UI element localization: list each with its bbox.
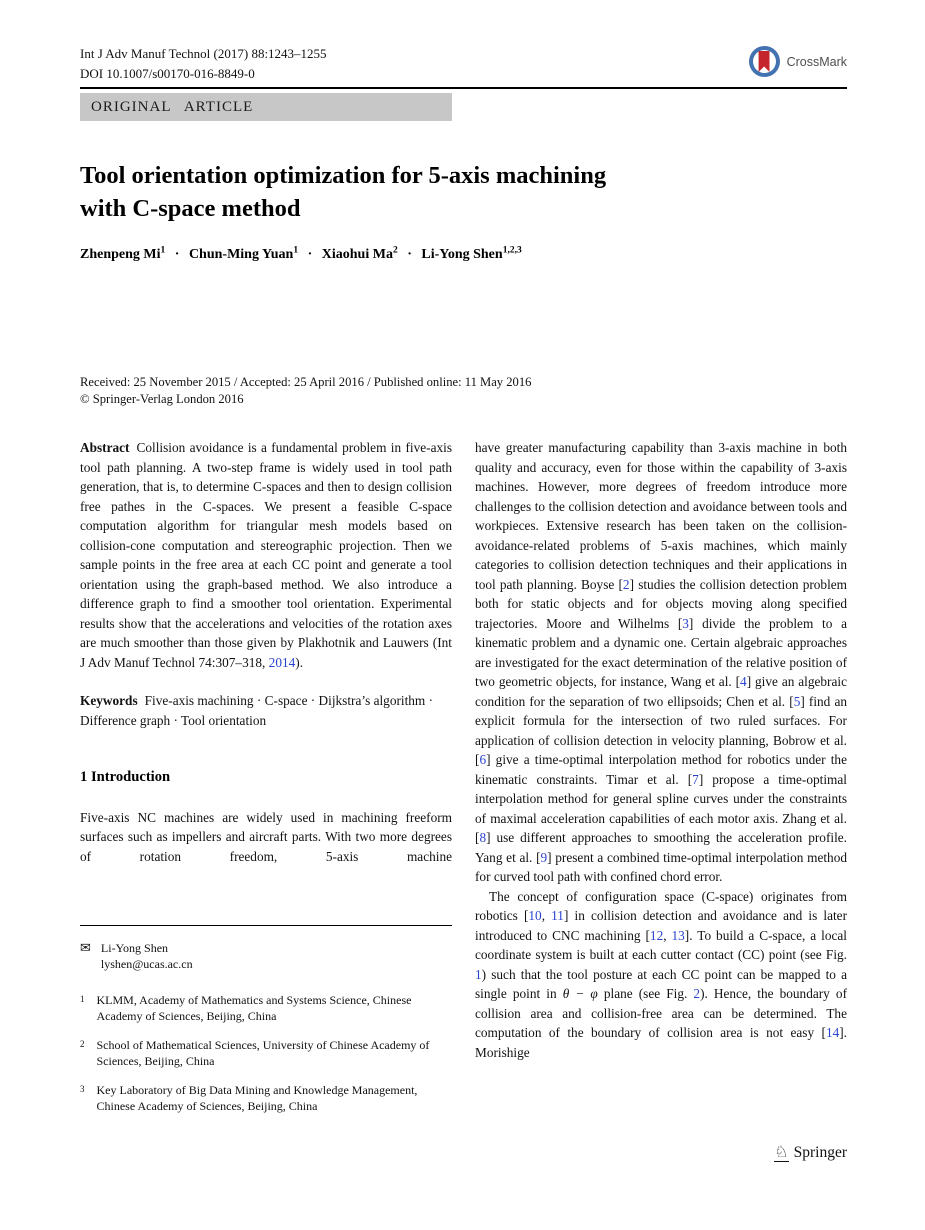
article-type-band: [80, 93, 452, 121]
body-columns: [80, 438, 847, 1114]
crossmark-badge[interactable]: [749, 46, 847, 77]
doi: DOI 10.1007/s00170-016-8849-0: [80, 66, 255, 81]
springer-horse-icon: ♘: [774, 1144, 789, 1161]
footnote-rule: [80, 925, 452, 927]
citation-link[interactable]: 1: [475, 966, 482, 982]
author-list: [80, 247, 522, 263]
affiliation-2: [80, 1037, 452, 1069]
affiliation-3-number: 3: [80, 1084, 85, 1094]
page-header: [80, 44, 847, 84]
springer-logo: [774, 1144, 847, 1162]
affiliation-3-text: Key Laboratory of Big Data Mining and Knowledge Management, Chinese Academy of Sciences, Beijing, China: [96, 1083, 418, 1113]
article-type-label: ORIGINAL ARTICLE: [91, 98, 254, 115]
crossmark-icon: [749, 46, 780, 77]
publication-dates: [80, 374, 531, 408]
affiliation-1-text: KLMM, Academy of Mathematics and Systems Science, Chinese Academy of Sciences, Beijing, China: [96, 993, 412, 1023]
author-separator: ·: [407, 247, 412, 262]
affiliation-1: [80, 992, 452, 1024]
right-column: [475, 438, 847, 1114]
correspondence-email: lyshen@ucas.ac.cn: [100, 957, 193, 971]
abstract-paragraph: Abstract Collision avoidance is a fundamental problem in five-axis tool path planning. A two-step frame is widely used in tool path generation, that is, to determine C-spaces and then to design collision free pathes in the C-spaces. We present a feasible C-space computation algorithm for triangular mesh models based on collision-cone computation and stereographic projection. Then we sample points in the free area at each CC point and generate a tool orientation using the graph-based method. We also introduce a difference graph to find a smoother tool orientation. Experimental results show that the accelerations and velocities of the rotation axes are much smoother than those given by Plakhotnik and Lauwers (Int J Adv Manuf Technol 74:307–318, 2014).: [80, 440, 452, 670]
author-1-affil-sup: 1: [160, 245, 166, 256]
citation-link[interactable]: 4: [740, 674, 747, 689]
citation-link[interactable]: 5: [793, 693, 801, 709]
page-title: [80, 160, 606, 225]
intro-paragraph: Five-axis NC machines are widely used in machining freeform surfaces such as impellers and aircraft parts. With two more degrees of rotation freedom, 5-axis machine: [80, 809, 452, 864]
left-column: [80, 438, 452, 1114]
citation-link[interactable]: 2014: [268, 654, 296, 670]
body-paragraph-1: have greater manufacturing capability than 3-axis machine in both quality and accuracy, even for those within the capability of 3-axis machines. However, more degrees of freedom introduce more challenges to the collision detection and avoidance between tools and workpieces. Extensive research has been taken on the collision-avoidance-related problems of 5-axis machines, which mainly categories to collision detection techniques and their applications in tool path planning. Boyse [2] studies the collision detection problem both for static objects and for objects moving along specified trajectories. Moore and Wilhelms [3] divide the problem to a kinematic problem and a dynamic one. Certain algebraic approaches are investigated for the exact determination of the relative position of two geometric objects, for instance, Wang et al. [4] give an algebraic condition for the separation of two ellipsoids; Chen et al. [5] find an explicit formula for the intersection of two ruled surfaces. For application of collision detection in velocity planning, Bobrow et al. [6] give a time-optimal interpolation method for robotics under the kinematic constraints. Timar et al. [7] propose a time-optimal interpolation method for general spline curves under the constraints of maximal acceleration capabilities of each motor axis. Zhang et al. [8] use different approaches to smoothing the acceleration profile. Yang et al. [9] present a combined time-optimal interpolation method for curved tool path with confined chord error.: [475, 440, 848, 884]
author-1: Zhenpeng Mi$^1$: [80, 245, 166, 262]
body-paragraph-2: The concept of configuration space (C-space) originates from robotics [10, 11] in collision detection and avoidance and is later introduced to CNC machining [12, 13]. To build a C-space, a local coordinate system is built at each cutter contact (CC) point (see Fig. 1) such that the tool posture at each CC point can be mapped to a single point in θ − φ plane (see Fig. 2). Hence, the boundary of collision area and collision-free area can be determined. The computation of the boundary of collision area is not easy [14]. Morishige: [475, 888, 848, 1060]
journal-citation: Int J Adv Manuf Technol (2017) 88:1243–1255: [80, 46, 327, 61]
keywords-line: Keywords Five-axis machining · C-space · Dijkstra’s algorithm · Difference graph · Tool orientation: [80, 693, 434, 728]
citation-link[interactable]: 6: [479, 752, 487, 767]
citation-link[interactable]: 12: [649, 927, 664, 943]
envelope-icon: ✉: [80, 940, 91, 955]
springer-label: Springer: [793, 1144, 847, 1161]
citation-link[interactable]: 2: [693, 986, 701, 1001]
footnotes-block: [80, 925, 452, 1115]
title-line-1: Tool orientation optimization for 5-axis machining: [80, 162, 607, 189]
citation-link[interactable]: 9: [540, 849, 548, 865]
copyright-line: © Springer-Verlag London 2016: [80, 392, 244, 406]
header-left: [80, 44, 327, 84]
author-separator: ·: [174, 247, 180, 262]
author-separator: ·: [307, 247, 313, 262]
intro-heading: 1 Introduction: [80, 769, 171, 785]
author-4: Li-Yong Shen$^{1,2,3}$: [421, 245, 522, 262]
header-rule: [80, 87, 847, 89]
author-3-affil-sup: 2: [392, 245, 398, 256]
citation-link[interactable]: 8: [479, 830, 487, 845]
citation-link[interactable]: 7: [692, 771, 699, 787]
affiliation-2-text: School of Mathematical Sciences, University of Chinese Academy of Sciences, Beijing, China: [96, 1038, 430, 1068]
author-2: Chun-Ming Yuan$^1$: [188, 245, 299, 262]
citation-link[interactable]: 14: [825, 1025, 840, 1040]
correspondence-block: [80, 940, 452, 972]
citation-link[interactable]: 11: [551, 908, 564, 923]
correspondence-details: [101, 940, 193, 972]
received-accepted-line: Received: 25 November 2015 / Accepted: 25 April 2016 / Published online: 11 May 2016: [80, 375, 532, 389]
crossmark-label: CrossMark: [786, 54, 847, 69]
title-line-2: with C-space method: [80, 194, 301, 222]
citation-link[interactable]: 13: [671, 927, 685, 943]
affiliation-2-number: 2: [80, 1039, 85, 1049]
author-3: Xiaohui Ma$^2$: [321, 245, 398, 262]
affiliation-3: [80, 1082, 452, 1114]
author-4-affil-sup: 1,2,3: [502, 245, 522, 256]
citation-link[interactable]: 3: [682, 615, 689, 631]
citation-link[interactable]: 10: [528, 908, 542, 923]
citation-link[interactable]: 2: [622, 576, 630, 592]
author-2-affil-sup: 1: [293, 245, 299, 256]
affiliation-1-number: 1: [80, 994, 85, 1004]
correspondence-name: Li-Yong Shen: [100, 941, 169, 955]
